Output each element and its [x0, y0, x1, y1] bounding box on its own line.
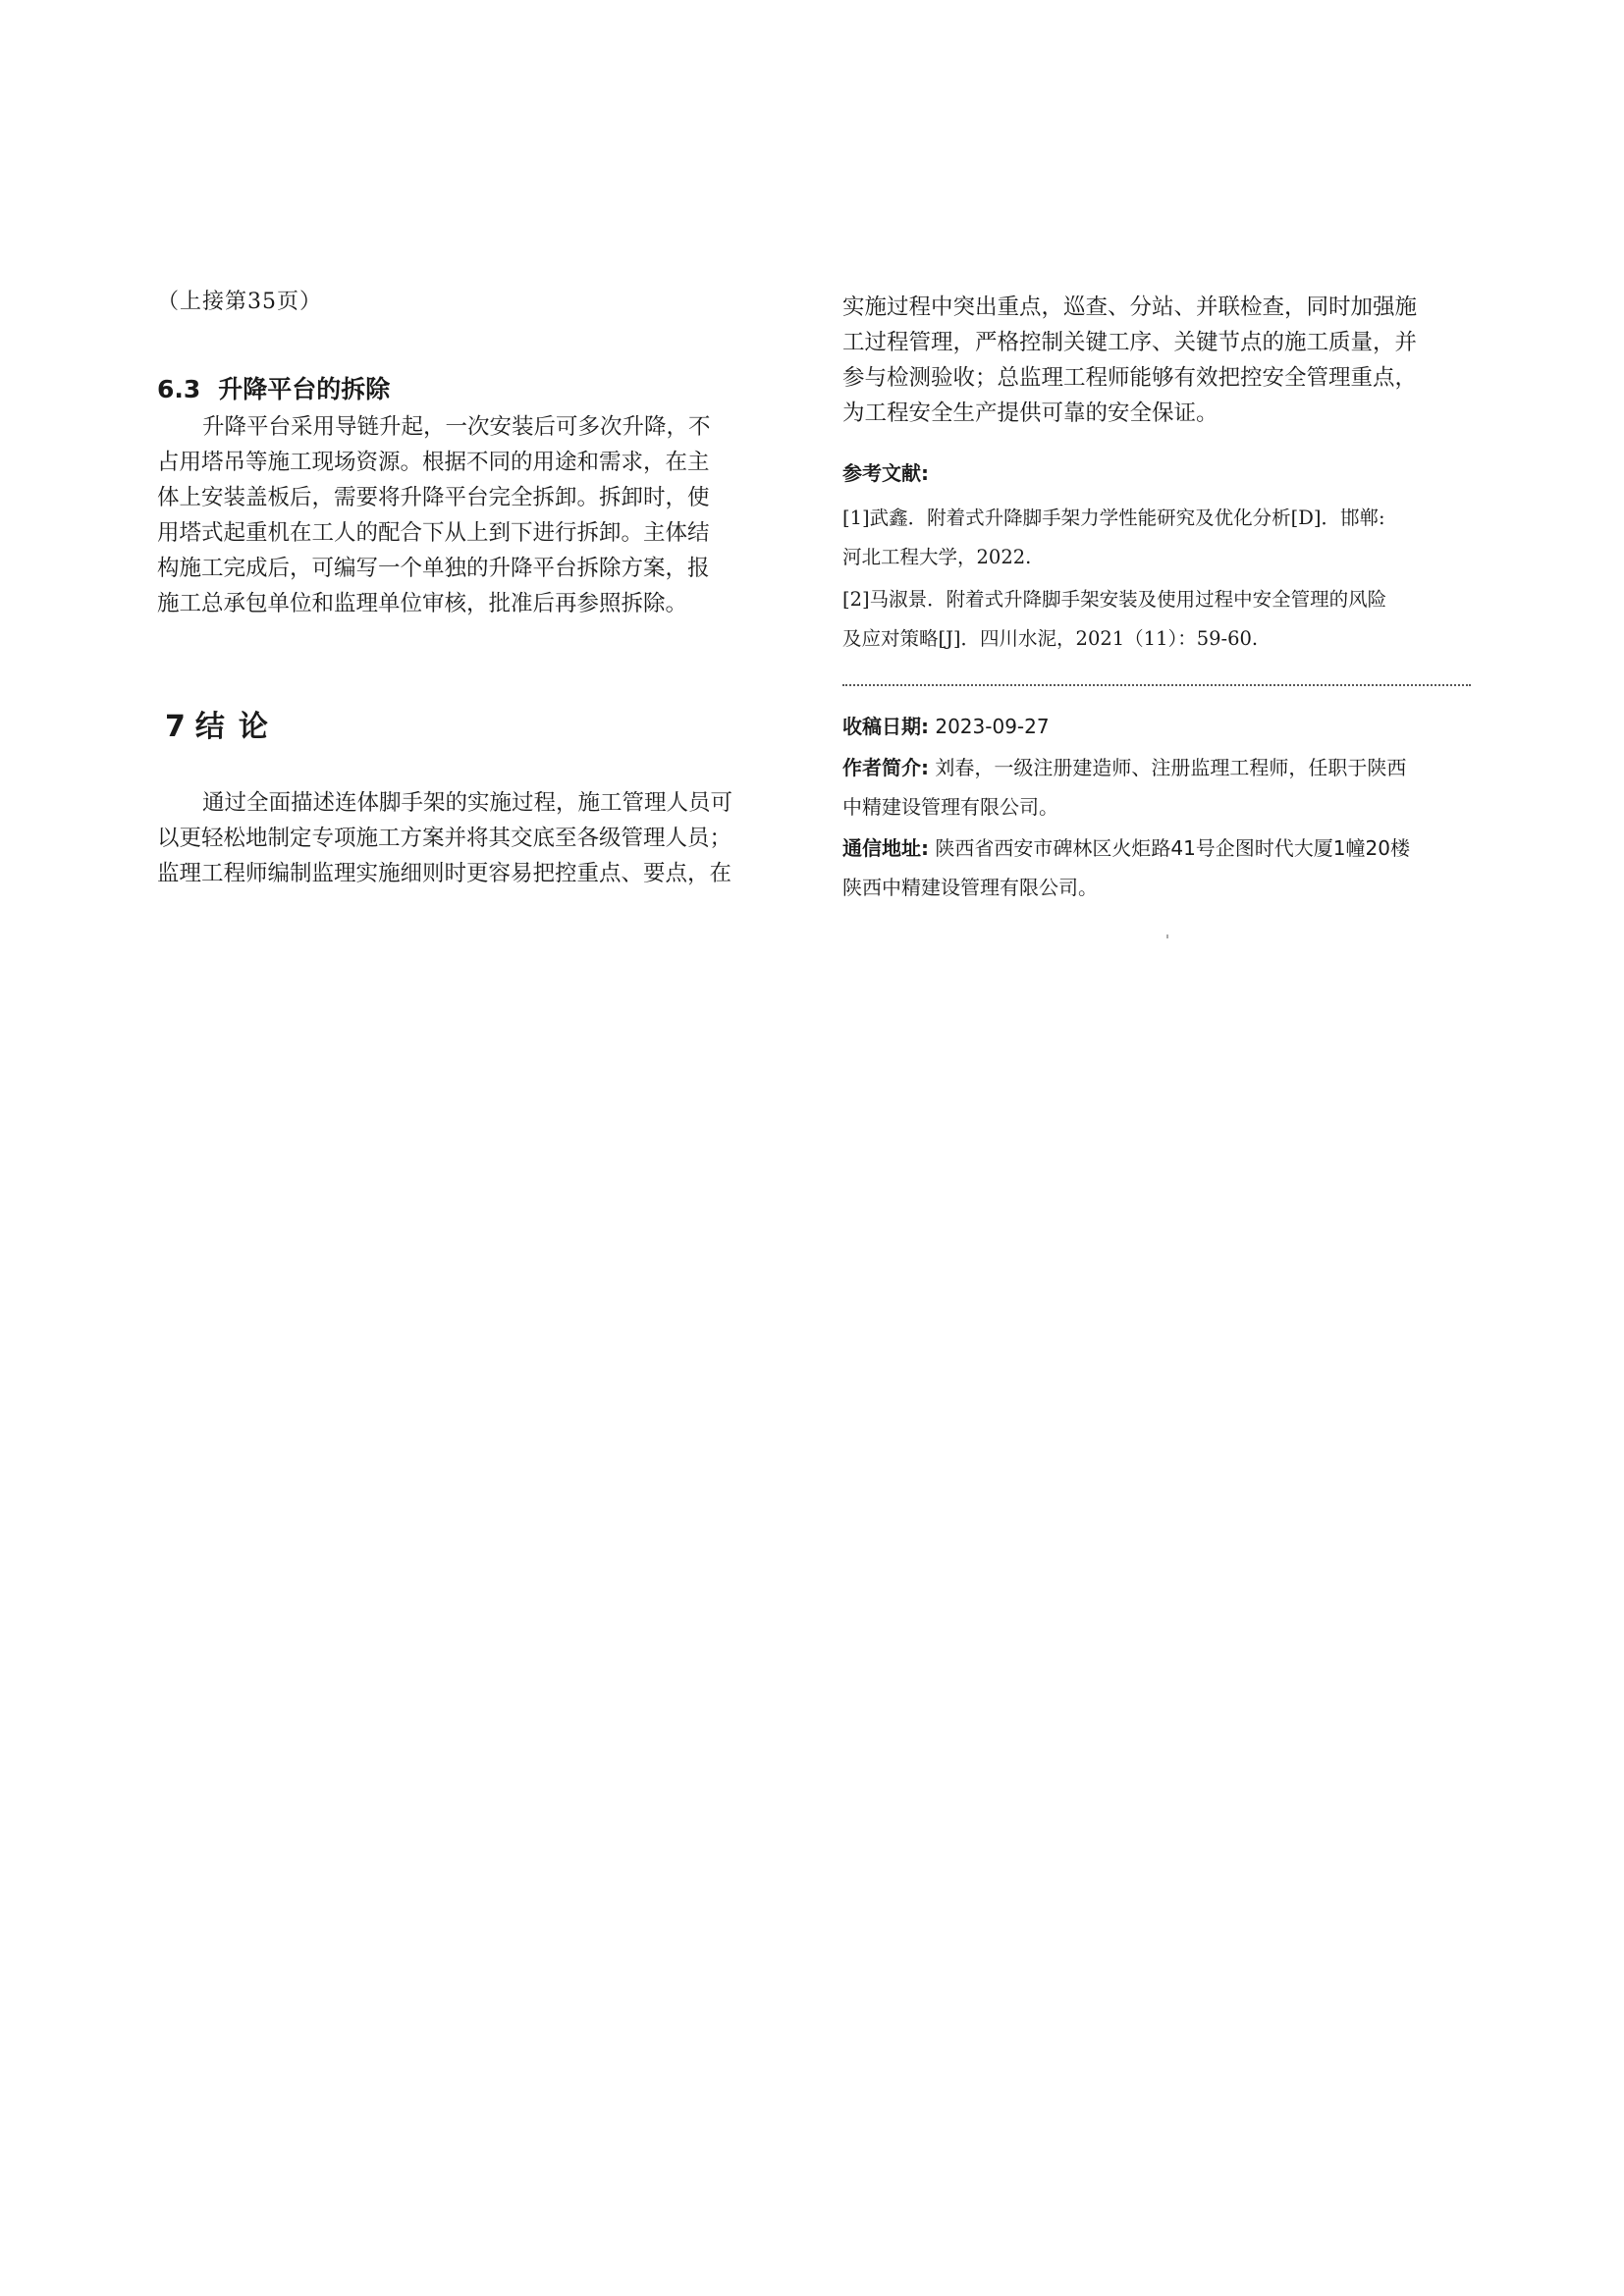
text-line: 实施过程中突出重点，巡查、分站、并联检查，同时加强施: [842, 294, 1418, 320]
text-line: 用塔式起重机在工人的配合下从上到下进行拆卸。主体结: [157, 520, 710, 546]
address-text-cont: 陕西中精建设管理有限公司。: [842, 876, 1098, 899]
text-line: 参与检测验收；总监理工程师能够有效把控安全管理重点，: [842, 365, 1418, 391]
address-text: 陕西省西安市碑林区火炬路41号企图时代大厦1幢20楼: [935, 836, 1410, 860]
address-label: 通信地址:: [842, 836, 929, 860]
reference-entry: [842, 580, 1471, 659]
conclusion-continued-paragraph: [842, 290, 1471, 431]
section-title: 升降平台的拆除: [218, 375, 391, 403]
scan-speck: [1166, 934, 1168, 938]
text-line: 以更轻松地制定专项施工方案并将其交底至各级管理人员；: [157, 826, 732, 851]
section-heading-7: [165, 702, 282, 745]
section-6-3-paragraph: [157, 409, 785, 621]
text-line: 监理工程师编制监理实施细则时更容易把控重点、要点，在: [157, 861, 732, 886]
received-date: [842, 707, 1471, 746]
received-value: 2023-09-27: [935, 715, 1050, 738]
reference-line: 河北工程大学，2022.: [842, 546, 1032, 568]
text-line: 构施工完成后，可编写一个单独的升降平台拆除方案，报: [157, 556, 710, 581]
reference-line: 及应对策略[J]．四川水泥，2021（11）：59-60.: [842, 627, 1259, 650]
text-line: 施工总承包单位和监理单位审核，批准后再参照拆除。: [157, 591, 688, 616]
text-line: 升降平台采用导链升起，一次安装后可多次升降，不: [202, 414, 711, 440]
reference-line: [2]马淑景．附着式升降脚手架安装及使用过程中安全管理的风险: [842, 588, 1387, 611]
text-line: 工过程管理，严格控制关键工序、关键节点的施工质量，并: [842, 330, 1418, 355]
references-list: [842, 499, 1471, 662]
section-number: 7: [165, 710, 186, 744]
reference-line: [1]武鑫．附着式升降脚手架力学性能研究及优化分析[D]．邯郸:: [842, 507, 1385, 529]
references-heading: 参考文献:: [842, 461, 929, 485]
text-line: 占用塔吊等施工现场资源。根据不同的用途和需求，在主: [157, 450, 710, 475]
text-line: 通过全面描述连体脚手架的实施过程，施工管理人员可: [202, 790, 733, 816]
author-bio: [842, 748, 1471, 827]
author-text: 刘春，一级注册建造师、注册监理工程师，任职于陕西: [935, 756, 1407, 779]
conclusion-paragraph: [157, 785, 785, 891]
section-heading-6-3: [157, 370, 390, 405]
reference-entry: [842, 499, 1471, 577]
author-text-cont: 中精建设管理有限公司。: [842, 795, 1058, 819]
text-line: 为工程安全生产提供可靠的安全保证。: [842, 400, 1218, 426]
dotted-divider: [842, 684, 1471, 686]
received-label: 收稿日期:: [842, 715, 929, 738]
section-title: 结论: [194, 710, 282, 744]
mailing-address: [842, 828, 1471, 907]
text-line: 体上安装盖板后，需要将升降平台完全拆卸。拆卸时，使: [157, 485, 710, 510]
author-label: 作者简介:: [842, 756, 929, 779]
section-number: 6.3: [157, 375, 201, 403]
continuation-note: （上接第35页）: [157, 290, 322, 314]
